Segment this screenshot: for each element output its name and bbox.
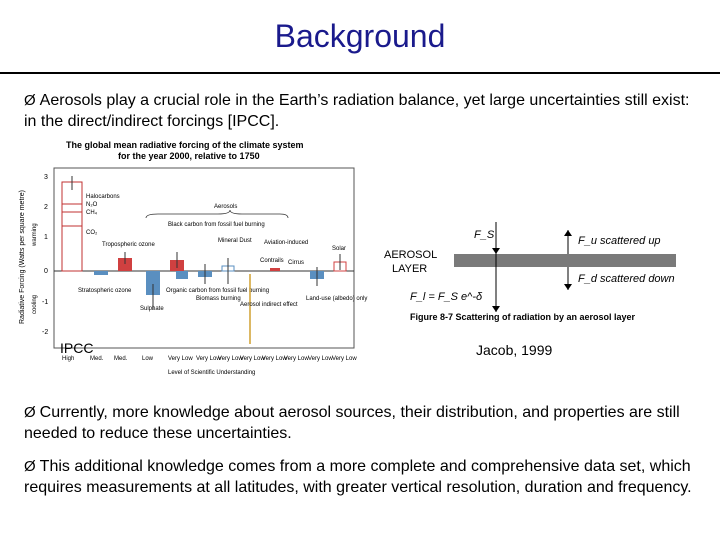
label-biomass: Biomass burning — [196, 296, 241, 302]
label-land-use: Land-use (albedo) only — [306, 296, 368, 302]
level-label: Very Low — [262, 356, 287, 362]
bullet-item — [24, 90, 704, 132]
label-organic-carbon: Organic carbon from fossil fuel burning — [166, 288, 270, 294]
label-sulphate: Sulphate — [140, 306, 164, 312]
fl-label: F_l = F_S e^-δ — [410, 291, 483, 303]
aerosols-bracket — [146, 210, 288, 218]
bullet-arrow-icon: Ø — [24, 458, 36, 475]
cooling-label: cooling — [32, 294, 38, 314]
level-label: Low — [142, 356, 154, 362]
bullet-text: This additional knowledge comes from a more complete and comprehensive data set, which requires measurements at all latitudes, with greater vertical resolution, duration and frequency. — [24, 458, 692, 496]
label-co2: CO₂ — [86, 230, 98, 236]
ipcc-caption: IPCC — [60, 340, 94, 356]
fs-label: F_S — [474, 229, 495, 241]
label-tropospheric-ozone: Tropospheric ozone — [102, 242, 155, 248]
y-tick: 1 — [44, 234, 48, 241]
label-ch4: CH₄ — [86, 210, 98, 216]
down-arrow-icon — [564, 284, 572, 290]
level-label: Very Low — [218, 356, 243, 362]
aerosol-scattering-figure — [378, 214, 698, 364]
up-arrow-icon — [564, 230, 572, 236]
label-black-carbon: Black carbon from fossil fuel burning — [168, 222, 265, 228]
label-cirrus: Cirrus — [288, 260, 304, 266]
bullet-arrow-icon: Ø — [24, 92, 36, 109]
label-halocarbons: Halocarbons — [86, 194, 120, 200]
level-label: Very Low — [284, 356, 309, 362]
title-divider — [0, 72, 720, 74]
y-tick: 2 — [44, 204, 48, 211]
level-label: Very Low — [308, 356, 333, 362]
bar-stratospheric-ozone — [94, 271, 108, 275]
layer-label-1: AEROSOL — [384, 249, 438, 261]
label-aerosol-indirect: Aerosol indirect effect — [240, 302, 298, 308]
y-tick: -2 — [42, 329, 49, 336]
level-label: High — [62, 356, 75, 362]
bar-organic-carbon — [176, 271, 188, 279]
level-label: Med. — [114, 356, 128, 362]
warming-label: warming — [32, 223, 38, 246]
level-label: Med. — [90, 356, 104, 362]
label-solar: Solar — [332, 246, 347, 252]
ipcc-title-line2: for the year 2000, relative to 1750 — [118, 151, 260, 161]
label-n2o: N₂O — [86, 202, 98, 208]
x-axis-label: Level of Scientific Understanding — [168, 370, 256, 376]
fd-label: F_d scattered down — [578, 273, 675, 285]
y-tick: 0 — [44, 268, 48, 275]
bar-contrails — [270, 268, 280, 271]
ipcc-title-line1: The global mean radiative forcing of the climate system — [66, 140, 304, 150]
ipcc-forcing-figure — [18, 134, 368, 380]
label-aerosols: Aerosols — [214, 204, 238, 210]
y-tick: 3 — [44, 174, 48, 181]
level-label: Very Low — [196, 356, 221, 362]
y-axis-label: Radiative Forcing (Watts per square metre) — [19, 190, 26, 324]
page-title: Background — [274, 18, 446, 54]
level-label: Very Low — [168, 356, 193, 362]
jacob-credit: Jacob, 1999 — [476, 342, 553, 358]
label-contrails: Contrails — [260, 258, 284, 264]
layer-label-2: LAYER — [392, 263, 428, 275]
label-stratospheric-ozone: Stratospheric ozone — [78, 288, 132, 294]
aerosol-scattering-diagram — [378, 214, 698, 324]
bullet-item — [24, 402, 704, 444]
y-tick: -1 — [42, 299, 49, 306]
jacob-figure-caption: Figure 8-7 Scattering of radiation by an aerosol layer — [410, 312, 636, 322]
bullet-text: Aerosols play a crucial role in the Earth’s radiation balance, yet large uncertainties still exist: in the direct/indirect forcings [IPCC]. — [24, 92, 690, 130]
bullet-text: Currently, more knowledge about aerosol sources, their distribution, and properties are still needed to reduce these uncertainties. — [24, 404, 680, 442]
level-label: Very Low — [240, 356, 265, 362]
label-aviation: Aviation-induced — [264, 240, 309, 246]
bullet-item — [24, 456, 704, 498]
label-mineral-dust: Mineral Dust — [218, 238, 252, 244]
incident-arrow-icon — [492, 248, 500, 254]
level-label: Very Low — [332, 356, 357, 362]
aerosol-layer-band — [454, 254, 676, 267]
fu-label: F_u scattered up — [578, 235, 661, 247]
bullet-arrow-icon: Ø — [24, 404, 36, 421]
